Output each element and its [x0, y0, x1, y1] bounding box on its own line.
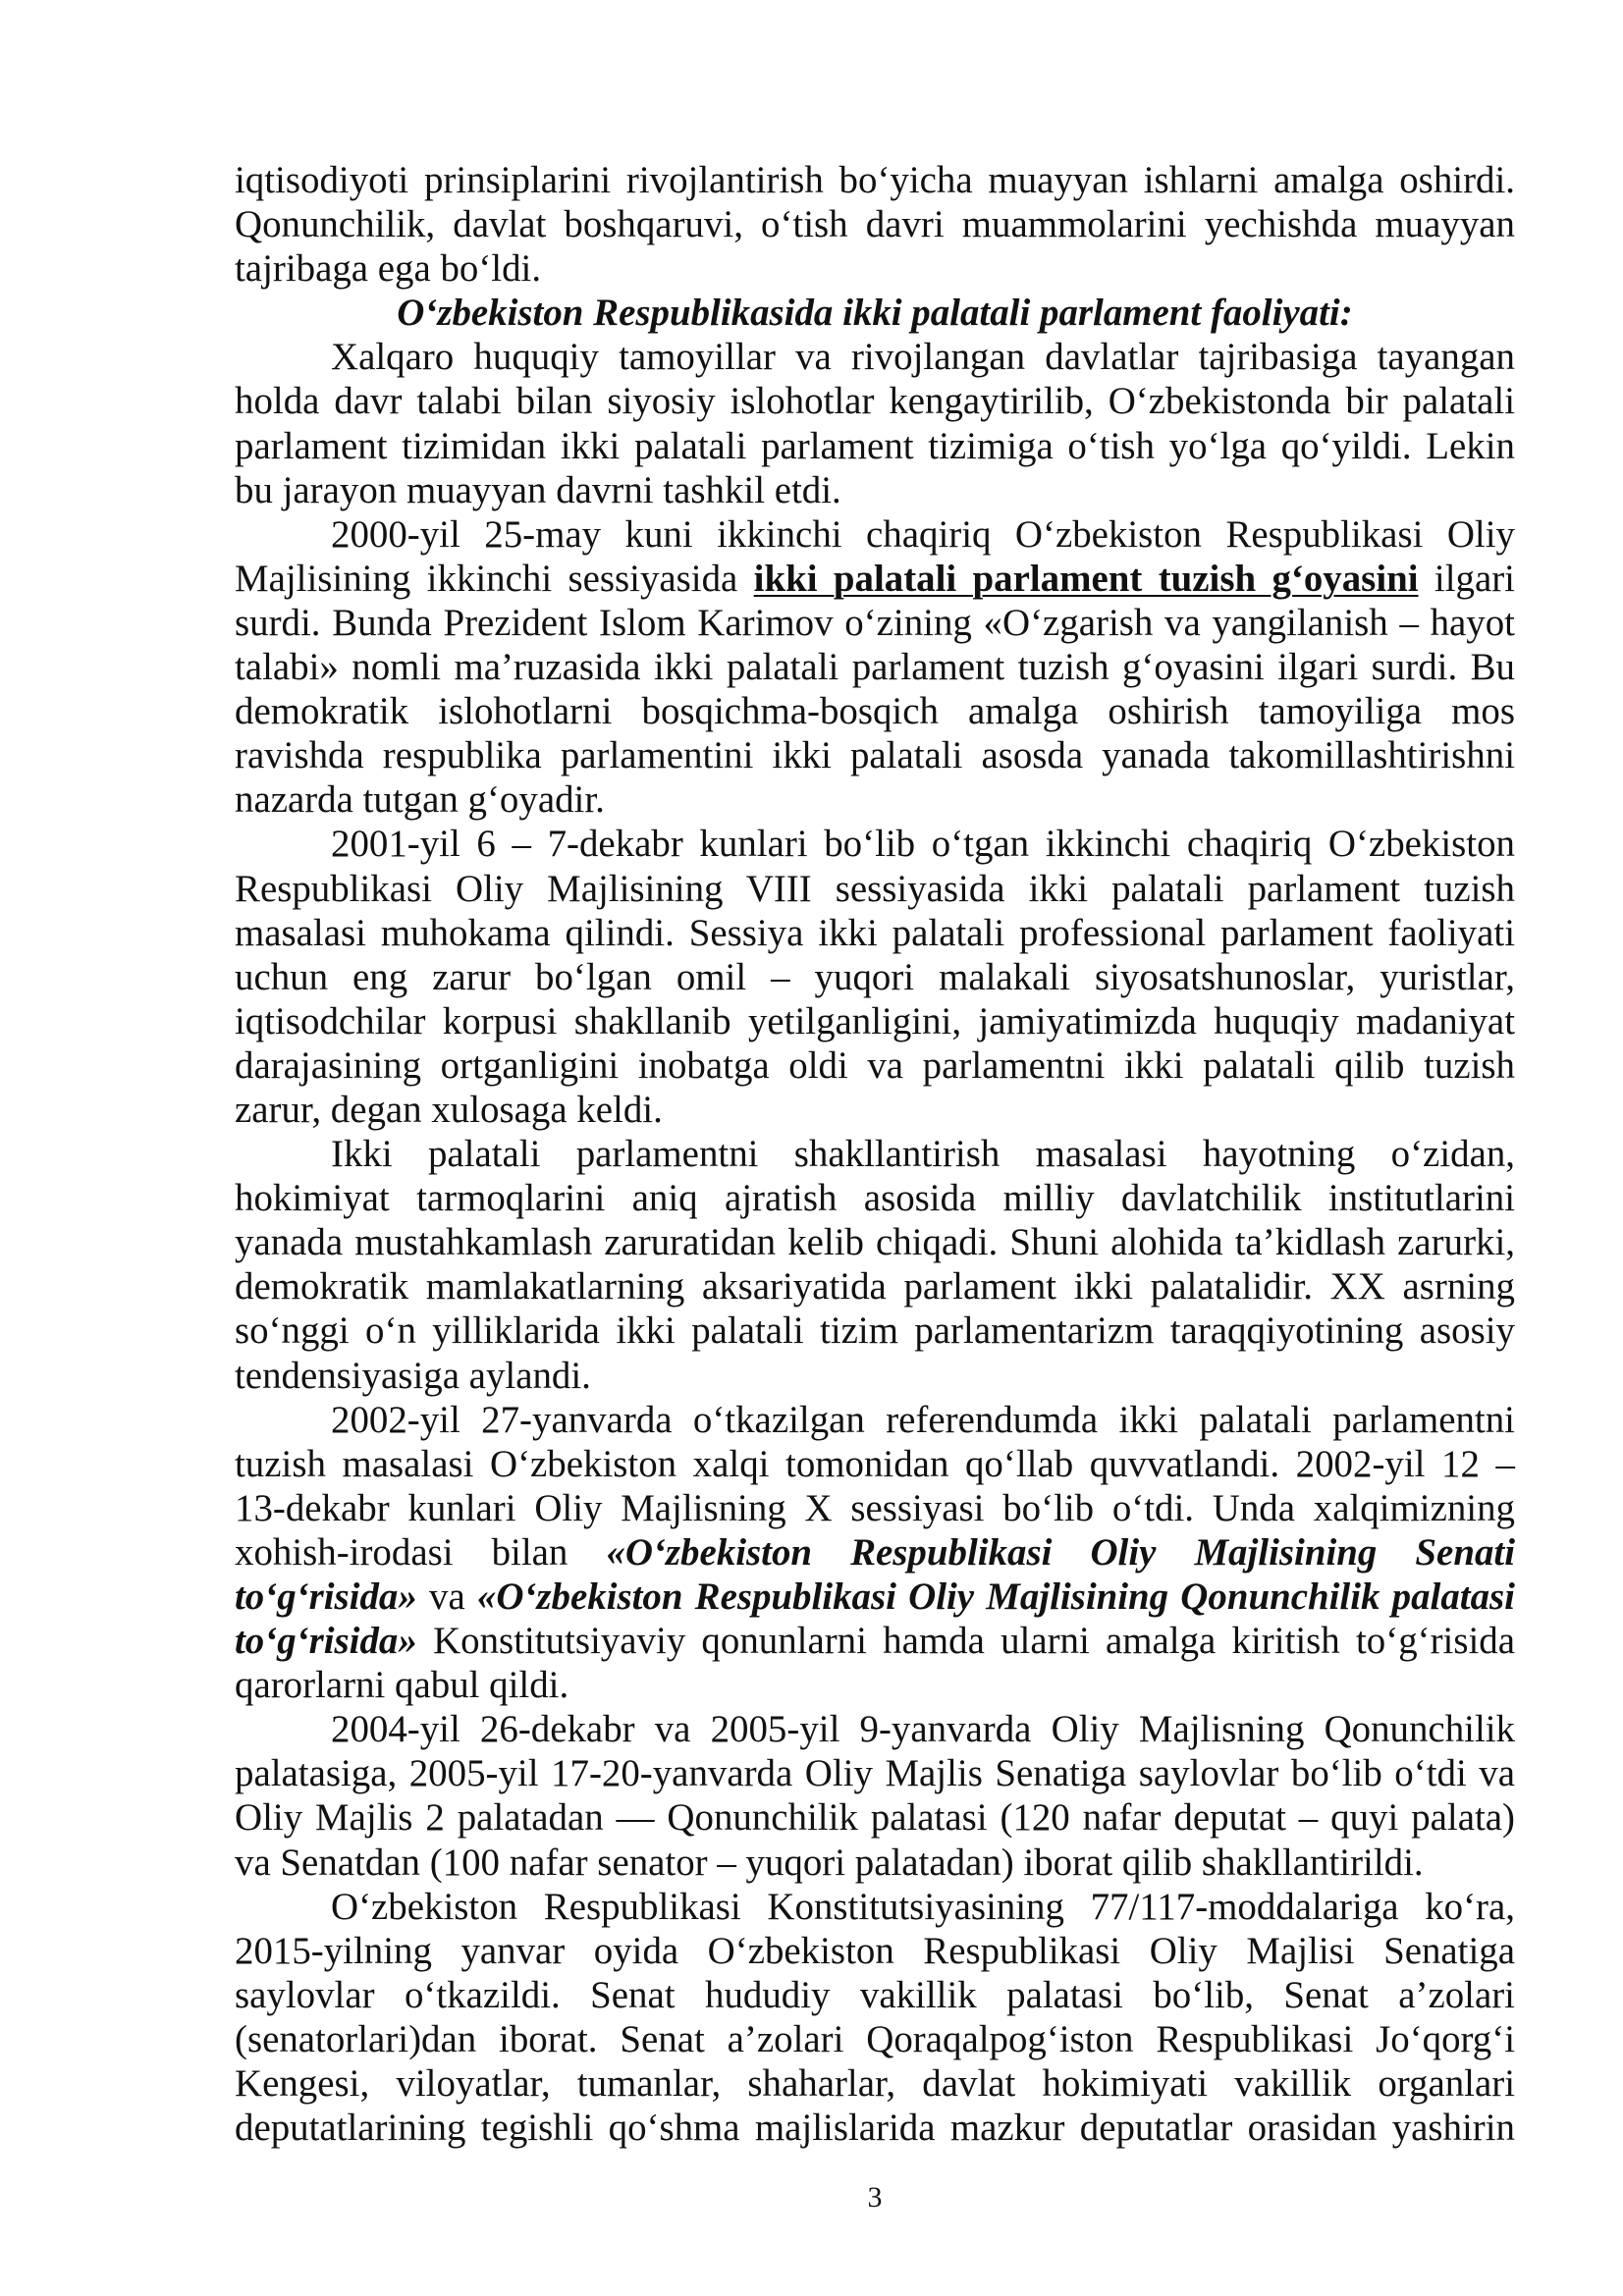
- law-title-senate: «O‘zbekiston Respublikasi Oliy Majlisining Senati: [606, 1530, 1515, 1574]
- line-segment: ilgari: [1434, 557, 1515, 600]
- text-line: parlament tizimidan ikki palatali parlament tizimiga o‘tish yo‘lga qo‘yildi. Lekin: [235, 424, 1515, 467]
- text-line: Ikki palatali parlamentni shakllantirish masalasi hayotning o‘zidan,: [331, 1133, 1515, 1176]
- text-line: so‘nggi o‘n yilliklarida ikki palatali tizim parlamentarizm taraqqiyotining asosiy: [235, 1309, 1515, 1353]
- text-line: deputatlarining tegishli qo‘shma majlislarida mazkur deputatlar orasidan yashirin: [235, 2107, 1515, 2150]
- text-line: 2002-yil 27-yanvarda o‘tkazilgan referendumda ikki palatali parlamentni: [331, 1398, 1515, 1441]
- paragraph: [235, 822, 1515, 1132]
- text-line: talabi» nomli ma’ruzasida ikki palatali parlament tuzish g‘oyasini ilgari surdi. Bu: [235, 646, 1515, 689]
- text-line: 2001-yil 6 – 7-dekabr kunlari bo‘lib o‘tgan ikkinchi chaqiriq O‘zbekiston: [331, 823, 1515, 866]
- text-line: Oliy Majlis 2 palatadan — Qonunchilik palatasi (120 nafar deputat – quyi palata): [235, 1796, 1515, 1840]
- paragraph: [235, 335, 1515, 511]
- line-segment: Konstitutsiyaviy qonunlarni hamda ularni amalga kiritish to‘g‘risida: [433, 1620, 1515, 1663]
- paragraph: [235, 1398, 1515, 1708]
- page-body: [235, 158, 1515, 2150]
- text-line: zarur, degan xulosaga keldi.: [235, 1088, 663, 1131]
- text-line: ravishda respublika parlamentini ikki palatali asosda yanada takomillashtirishni: [235, 734, 1515, 777]
- section-heading: O‘zbekiston Respublikasida ikki palatali parlament faoliyati:: [397, 292, 1353, 335]
- page-number: 3: [867, 2181, 883, 2214]
- text-line: (senatorlari)dan iborat. Senat a’zolari Qoraqalpog‘iston Respublikasi Jo‘qorg‘i: [235, 2017, 1515, 2060]
- paragraph: [235, 1885, 1515, 2151]
- law-title-senate-end: to‘g‘risida»: [235, 1575, 417, 1618]
- text-line: tajribaga ega bo‘ldi.: [235, 247, 542, 291]
- line-segment: va: [429, 1575, 465, 1618]
- text-line: demokratik islohotlarni bosqichma-bosqich amalga oshirish tamoyiliga mos: [235, 690, 1515, 733]
- text-line: darajasining ortganligini inobatga oldi va parlamentni ikki palatali qilib tuzish: [235, 1043, 1515, 1087]
- text-line: va Senatdan (100 nafar senator – yuqori palatadan) iborat qilib shakllantirildi.: [235, 1841, 1424, 1884]
- paragraph: [235, 512, 1515, 823]
- text-line: nazarda tutgan g‘oyadir.: [235, 778, 605, 822]
- text-line: palatasiga, 2005-yil 17-20-yanvarda Oliy Majlis Senatiga saylovlar bo‘lib o‘tdi va: [235, 1752, 1515, 1795]
- paragraph: [235, 158, 1515, 291]
- paragraph: [235, 1132, 1515, 1398]
- text-line: tendensiyasiga aylandi.: [235, 1354, 591, 1397]
- text-line: saylovlar o‘tkazildi. Senat hududiy vakillik palatasi bo‘lib, Senat a’zolari: [235, 1973, 1515, 2016]
- text-line: Respublikasi Oliy Majlisining VIII sessiyasida ikki palatali parlament tuzish: [235, 867, 1515, 910]
- text-line: demokratik mamlakatlarning aksariyatida parlament ikki palatalidir. XX asrning: [235, 1265, 1515, 1308]
- text-line: uchun eng zarur bo‘lgan omil – yuqori malakali siyosatshunoslar, yuristlar,: [235, 955, 1515, 998]
- text-line: 2015-yilning yanvar oyida O‘zbekiston Respublikasi Oliy Majlisi Senatiga: [235, 1929, 1515, 1972]
- text-line: tuzish masalasi O‘zbekiston xalqi tomonidan qo‘llab quvvatlandi. 2002-yil 12 –: [235, 1442, 1515, 1485]
- text-line: 13-dekabr kunlari Oliy Majlisning X sessiyasi bo‘lib o‘tdi. Unda xalqimizning: [235, 1486, 1515, 1529]
- text-line: Kengesi, viloyatlar, tumanlar, shaharlar, davlat hokimiyati vakillik organlari: [235, 2062, 1515, 2106]
- text-line: iqtisodiyoti prinsiplarini rivojlantirish bo‘yicha muayyan ishlarni amalga oshirdi.: [235, 159, 1515, 201]
- text-line: [235, 557, 1515, 601]
- text-line: surdi. Bunda Prezident Islom Karimov o‘zining «O‘zgarish va yangilanish – hayot: [235, 601, 1515, 644]
- text-line: [235, 1575, 1515, 1619]
- text-line: yanada mustahkamlash zaruratidan kelib chiqadi. Shuni alohida ta’kidlash zarurki,: [235, 1221, 1515, 1264]
- line-segment: xohish-irodasi bilan: [235, 1530, 568, 1574]
- text-line: iqtisodchilar korpusi shakllanib yetilganligini, jamiyatimizda huquqiy madaniyat: [235, 999, 1515, 1042]
- text-line: qarorlarni qabul qildi.: [235, 1664, 569, 1707]
- paragraph: [235, 1707, 1515, 1884]
- text-line: bu jarayon muayyan davrni tashkil etdi.: [235, 468, 841, 511]
- text-line: [235, 1619, 1515, 1663]
- emphasized-phrase: ikki palatali parlament tuzish g‘oyasini: [753, 557, 1419, 600]
- text-line: 2000-yil 25-may kuni ikkinchi chaqiriq O‘zbekiston Respublikasi Oliy: [331, 512, 1515, 556]
- text-line: holda davr talabi bilan siyosiy islohotlar kengaytirilib, O‘zbekistonda bir palatali: [235, 380, 1515, 423]
- law-title-legislative-chamber: «O‘zbekiston Respublikasi Oliy Majlisining Qonunchilik palatasi: [476, 1575, 1515, 1618]
- text-line: 2004-yil 26-dekabr va 2005-yil 9-yanvarda Oliy Majlisning Qonunchilik: [331, 1708, 1515, 1751]
- text-line: masalasi muhokama qilindi. Sessiya ikki palatali professional parlament faoliyati: [235, 911, 1515, 954]
- law-title-legislative-chamber-end: to‘g‘risida»: [235, 1620, 417, 1663]
- line-segment: Majlisining ikkinchi sessiyasida: [235, 557, 738, 600]
- text-line: hokimiyat tarmoqlarini aniq ajratish asosida milliy davlatchilik institutlarini: [235, 1177, 1515, 1220]
- text-line: [235, 1530, 1515, 1575]
- text-line: Qonunchilik, davlat boshqaruvi, o‘tish davri muammolarini yechishda muayyan: [235, 203, 1515, 246]
- text-line: Xalqaro huquqiy tamoyillar va rivojlangan davlatlar tajribasiga tayangan: [331, 336, 1515, 379]
- text-line: O‘zbekiston Respublikasi Konstitutsiyasining 77/117-moddalariga ko‘ra,: [331, 1885, 1515, 1928]
